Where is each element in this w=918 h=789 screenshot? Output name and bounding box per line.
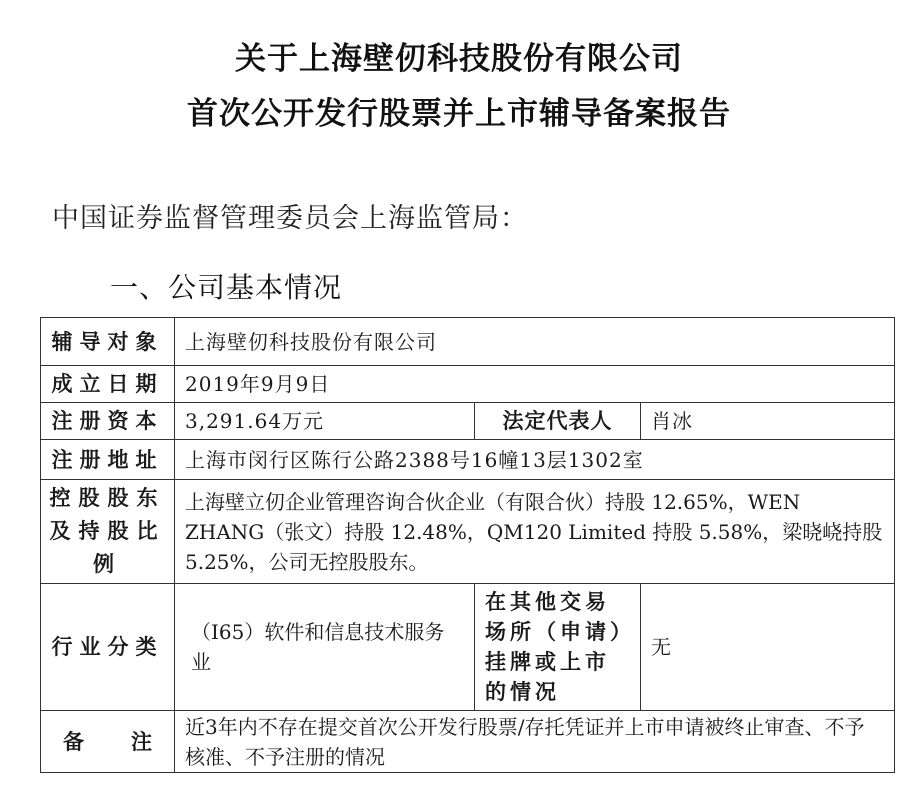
- table-row-industry: [41, 584, 895, 711]
- label-industry: 行业分类: [41, 584, 175, 711]
- document-title-line-2: 首次公开发行股票并上市辅导备案报告: [187, 96, 731, 132]
- value-remarks: 近3年内不存在提交首次公开发行股票/存托凭证并上市申请被终止审查、不予核准、不予注册的情况: [175, 711, 895, 773]
- value-established: 2019年9月9日: [175, 366, 895, 403]
- label-shareholders: 控股股东及持股比例: [41, 480, 175, 584]
- label-legal-representative: 法定代表人: [475, 403, 641, 440]
- company-info-table: [40, 317, 895, 773]
- label-other-listing: 在其他交易场所（申请）挂牌或上市的情况: [475, 584, 641, 711]
- table-row-remarks: [41, 711, 895, 773]
- label-remarks: 备注: [41, 711, 175, 773]
- value-industry: （I65）软件和信息技术服务业: [175, 584, 475, 711]
- salutation: 中国证券监督管理委员会上海监管局：: [52, 203, 528, 234]
- value-shareholders: 上海壁立仞企业管理咨询合伙企业（有限合伙）持股 12.65%，WEN ZHANG（张文）持股 12.48%，QM120 Limited 持股 5.58%，梁晓峣持股 5.25%，公司无控股股东。: [175, 480, 895, 584]
- value-other-listing: 无: [641, 584, 895, 711]
- value-subject: 上海壁仞科技股份有限公司: [175, 318, 895, 366]
- table-row-subject: [41, 318, 895, 366]
- table-row-address: [41, 440, 895, 480]
- table-row-capital: [41, 403, 895, 440]
- value-address: 上海市闵行区陈行公路2388号16幢13层1302室: [175, 440, 895, 480]
- label-subject: 辅导对象: [41, 318, 175, 366]
- value-legal-representative: 肖冰: [641, 403, 895, 440]
- label-capital: 注册资本: [41, 403, 175, 440]
- table-row-shareholders: [41, 480, 895, 584]
- value-capital: 3,291.64万元: [175, 403, 475, 440]
- label-established: 成立日期: [41, 366, 175, 403]
- document-title-line-1: 关于上海壁仞科技股份有限公司: [235, 41, 683, 77]
- table-row-established: [41, 366, 895, 403]
- section-heading: 一、公司基本情况: [110, 271, 343, 304]
- label-address: 注册地址: [41, 440, 175, 480]
